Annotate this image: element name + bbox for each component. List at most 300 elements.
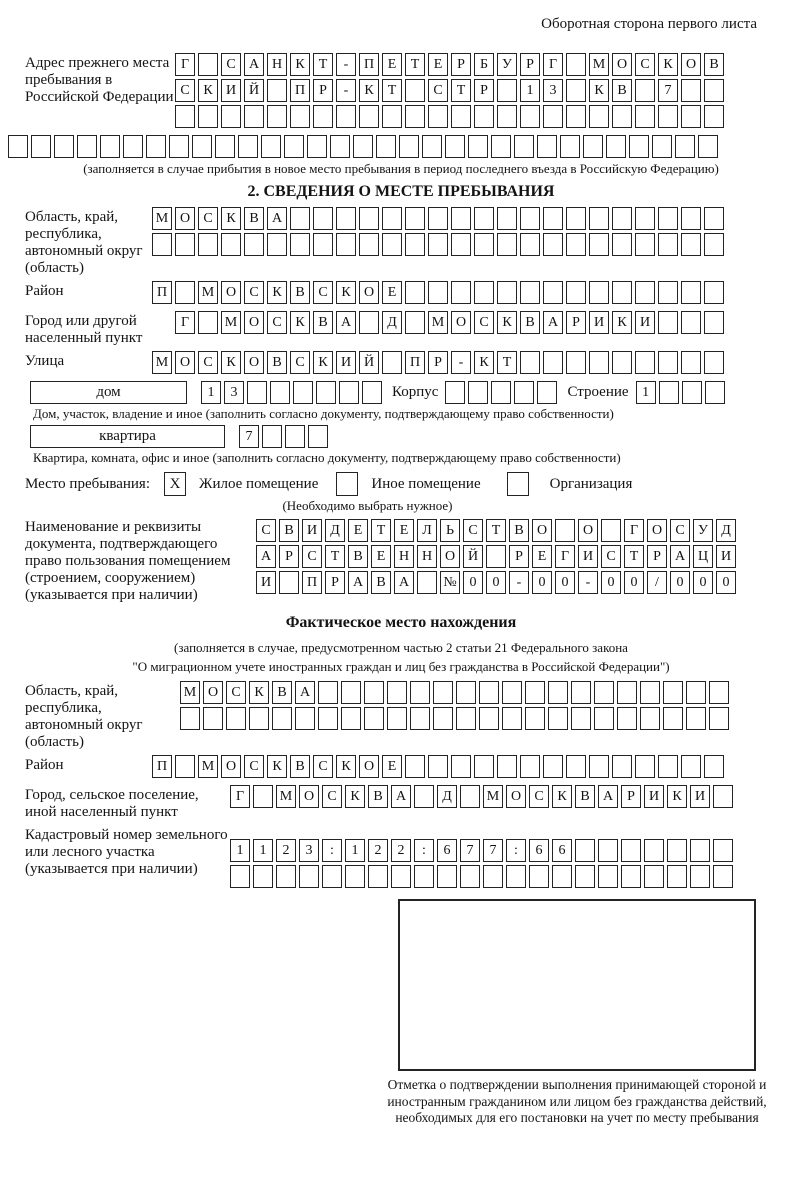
char-box[interactable]	[635, 105, 655, 128]
char-box[interactable]	[621, 865, 641, 888]
char-box[interactable]: 7	[483, 839, 503, 862]
char-box[interactable]: 2	[391, 839, 411, 862]
char-box[interactable]: 0	[693, 571, 713, 594]
checkbox-zhiloe[interactable]: X	[164, 472, 186, 496]
char-box[interactable]	[405, 311, 425, 334]
char-box[interactable]: Т	[313, 53, 333, 76]
char-box[interactable]	[652, 135, 672, 158]
char-box[interactable]	[226, 707, 246, 730]
char-box[interactable]: Р	[566, 311, 586, 334]
char-box[interactable]	[387, 681, 407, 704]
char-box[interactable]: Б	[474, 53, 494, 76]
char-box[interactable]: А	[348, 571, 368, 594]
char-box[interactable]	[341, 681, 361, 704]
char-box[interactable]	[308, 425, 328, 448]
char-box[interactable]: У	[497, 53, 517, 76]
char-box[interactable]	[497, 281, 517, 304]
char-box[interactable]: Н	[417, 545, 437, 568]
char-box[interactable]	[617, 681, 637, 704]
char-box[interactable]	[336, 105, 356, 128]
char-box[interactable]	[405, 207, 425, 230]
char-box[interactable]	[376, 135, 396, 158]
char-box[interactable]	[285, 425, 305, 448]
char-box[interactable]	[529, 865, 549, 888]
char-box[interactable]	[704, 105, 724, 128]
char-box[interactable]	[451, 207, 471, 230]
char-box[interactable]: 7	[658, 79, 678, 102]
char-box[interactable]	[543, 207, 563, 230]
char-box[interactable]	[635, 207, 655, 230]
char-box[interactable]	[635, 351, 655, 374]
char-box[interactable]	[451, 105, 471, 128]
char-box[interactable]	[486, 545, 506, 568]
char-box[interactable]	[169, 135, 189, 158]
char-box[interactable]	[313, 233, 333, 256]
char-box[interactable]	[612, 351, 632, 374]
char-box[interactable]	[437, 865, 457, 888]
char-box[interactable]	[152, 233, 172, 256]
char-box[interactable]	[566, 233, 586, 256]
char-box[interactable]: К	[267, 755, 287, 778]
char-box[interactable]: М	[428, 311, 448, 334]
char-box[interactable]: /	[647, 571, 667, 594]
kvartira-type-box[interactable]: квартира	[30, 425, 225, 448]
char-box[interactable]: С	[635, 53, 655, 76]
char-box[interactable]: И	[578, 545, 598, 568]
char-box[interactable]: 1	[230, 839, 250, 862]
char-box[interactable]: К	[221, 207, 241, 230]
char-box[interactable]	[451, 233, 471, 256]
char-box[interactable]	[428, 281, 448, 304]
char-box[interactable]	[359, 311, 379, 334]
char-box[interactable]: 0	[670, 571, 690, 594]
char-box[interactable]	[548, 707, 568, 730]
char-box[interactable]: Т	[451, 79, 471, 102]
char-box[interactable]	[405, 79, 425, 102]
char-box[interactable]	[497, 79, 517, 102]
char-box[interactable]: -	[509, 571, 529, 594]
char-box[interactable]: К	[658, 53, 678, 76]
char-box[interactable]: С	[267, 311, 287, 334]
char-box[interactable]	[658, 233, 678, 256]
char-box[interactable]	[417, 571, 437, 594]
char-box[interactable]	[543, 755, 563, 778]
char-box[interactable]: К	[336, 755, 356, 778]
char-box[interactable]	[198, 53, 218, 76]
char-box[interactable]	[667, 865, 687, 888]
char-box[interactable]	[405, 755, 425, 778]
char-box[interactable]	[589, 281, 609, 304]
char-box[interactable]	[198, 311, 218, 334]
char-box[interactable]	[658, 351, 678, 374]
char-box[interactable]: Н	[267, 53, 287, 76]
char-box[interactable]: 6	[529, 839, 549, 862]
char-box[interactable]: О	[681, 53, 701, 76]
char-box[interactable]: 0	[601, 571, 621, 594]
char-box[interactable]: К	[497, 311, 517, 334]
char-box[interactable]: М	[589, 53, 609, 76]
char-box[interactable]	[560, 135, 580, 158]
char-box[interactable]	[598, 839, 618, 862]
char-box[interactable]	[537, 135, 557, 158]
char-box[interactable]: В	[244, 207, 264, 230]
char-box[interactable]	[428, 207, 448, 230]
char-box[interactable]	[313, 207, 333, 230]
char-box[interactable]	[713, 785, 733, 808]
char-box[interactable]: О	[203, 681, 223, 704]
char-box[interactable]	[368, 865, 388, 888]
char-box[interactable]: Д	[437, 785, 457, 808]
char-box[interactable]: О	[506, 785, 526, 808]
char-box[interactable]	[428, 105, 448, 128]
char-box[interactable]: Е	[532, 545, 552, 568]
char-box[interactable]: А	[267, 207, 287, 230]
char-box[interactable]: 1	[520, 79, 540, 102]
char-box[interactable]: Т	[405, 53, 425, 76]
char-box[interactable]: М	[152, 351, 172, 374]
char-box[interactable]	[299, 865, 319, 888]
char-box[interactable]: :	[506, 839, 526, 862]
char-box[interactable]: Р	[451, 53, 471, 76]
char-box[interactable]: И	[336, 351, 356, 374]
char-box[interactable]	[555, 519, 575, 542]
char-box[interactable]	[548, 681, 568, 704]
char-box[interactable]: С	[529, 785, 549, 808]
char-box[interactable]	[410, 707, 430, 730]
char-box[interactable]: 1	[345, 839, 365, 862]
char-box[interactable]: Е	[394, 519, 414, 542]
char-box[interactable]	[290, 233, 310, 256]
char-box[interactable]	[681, 105, 701, 128]
char-box[interactable]	[238, 135, 258, 158]
char-box[interactable]	[316, 381, 336, 404]
char-box[interactable]	[612, 281, 632, 304]
char-box[interactable]	[433, 681, 453, 704]
char-box[interactable]	[497, 233, 517, 256]
char-box[interactable]: О	[244, 351, 264, 374]
char-box[interactable]	[705, 381, 725, 404]
char-box[interactable]	[497, 207, 517, 230]
char-box[interactable]: К	[290, 53, 310, 76]
char-box[interactable]: Т	[382, 79, 402, 102]
char-box[interactable]: П	[405, 351, 425, 374]
char-box[interactable]: С	[226, 681, 246, 704]
char-box[interactable]	[428, 233, 448, 256]
char-box[interactable]: О	[221, 281, 241, 304]
char-box[interactable]	[497, 755, 517, 778]
char-box[interactable]: С	[313, 755, 333, 778]
char-box[interactable]	[629, 135, 649, 158]
char-box[interactable]	[681, 233, 701, 256]
char-box[interactable]: П	[359, 53, 379, 76]
char-box[interactable]	[31, 135, 51, 158]
char-box[interactable]: Е	[382, 755, 402, 778]
char-box[interactable]: И	[716, 545, 736, 568]
char-box[interactable]: Т	[624, 545, 644, 568]
char-box[interactable]: Т	[486, 519, 506, 542]
char-box[interactable]	[247, 381, 267, 404]
char-box[interactable]	[658, 105, 678, 128]
char-box[interactable]: С	[601, 545, 621, 568]
char-box[interactable]: О	[359, 281, 379, 304]
char-box[interactable]: Е	[382, 281, 402, 304]
char-box[interactable]	[621, 839, 641, 862]
char-box[interactable]: О	[451, 311, 471, 334]
char-box[interactable]	[405, 281, 425, 304]
char-box[interactable]: О	[299, 785, 319, 808]
char-box[interactable]	[675, 135, 695, 158]
char-box[interactable]: К	[313, 351, 333, 374]
char-box[interactable]: И	[302, 519, 322, 542]
char-box[interactable]	[543, 281, 563, 304]
char-box[interactable]	[77, 135, 97, 158]
char-box[interactable]: К	[198, 79, 218, 102]
char-box[interactable]: О	[647, 519, 667, 542]
char-box[interactable]: М	[152, 207, 172, 230]
char-box[interactable]: С	[290, 351, 310, 374]
char-box[interactable]	[456, 707, 476, 730]
char-box[interactable]: О	[578, 519, 598, 542]
char-box[interactable]	[474, 105, 494, 128]
char-box[interactable]: -	[336, 79, 356, 102]
char-box[interactable]: С	[474, 311, 494, 334]
char-box[interactable]: В	[348, 545, 368, 568]
char-box[interactable]	[681, 207, 701, 230]
char-box[interactable]	[253, 865, 273, 888]
char-box[interactable]	[399, 135, 419, 158]
char-box[interactable]: К	[267, 281, 287, 304]
char-box[interactable]	[497, 105, 517, 128]
char-box[interactable]	[180, 707, 200, 730]
char-box[interactable]: 0	[716, 571, 736, 594]
char-box[interactable]	[279, 571, 299, 594]
char-box[interactable]: -	[578, 571, 598, 594]
char-box[interactable]	[681, 281, 701, 304]
checkbox-inoe[interactable]	[336, 472, 358, 496]
char-box[interactable]	[566, 105, 586, 128]
char-box[interactable]: И	[221, 79, 241, 102]
char-box[interactable]	[681, 311, 701, 334]
char-box[interactable]: К	[667, 785, 687, 808]
char-box[interactable]: С	[463, 519, 483, 542]
char-box[interactable]: О	[244, 311, 264, 334]
char-box[interactable]: В	[509, 519, 529, 542]
char-box[interactable]: С	[670, 519, 690, 542]
char-box[interactable]: И	[256, 571, 276, 594]
char-box[interactable]: И	[589, 311, 609, 334]
char-box[interactable]	[175, 755, 195, 778]
char-box[interactable]	[175, 233, 195, 256]
char-box[interactable]	[635, 233, 655, 256]
char-box[interactable]	[713, 839, 733, 862]
char-box[interactable]	[267, 233, 287, 256]
char-box[interactable]	[382, 207, 402, 230]
char-box[interactable]: Г	[175, 311, 195, 334]
char-box[interactable]	[598, 865, 618, 888]
char-box[interactable]	[146, 135, 166, 158]
char-box[interactable]	[203, 707, 223, 730]
char-box[interactable]	[658, 207, 678, 230]
char-box[interactable]	[690, 865, 710, 888]
char-box[interactable]	[262, 425, 282, 448]
char-box[interactable]: С	[244, 281, 264, 304]
char-box[interactable]	[681, 755, 701, 778]
char-box[interactable]	[704, 233, 724, 256]
char-box[interactable]	[290, 105, 310, 128]
char-box[interactable]	[543, 233, 563, 256]
char-box[interactable]	[571, 681, 591, 704]
char-box[interactable]: С	[322, 785, 342, 808]
char-box[interactable]	[520, 351, 540, 374]
char-box[interactable]: Д	[716, 519, 736, 542]
char-box[interactable]: Г	[543, 53, 563, 76]
char-box[interactable]	[410, 681, 430, 704]
char-box[interactable]: К	[474, 351, 494, 374]
char-box[interactable]: Г	[555, 545, 575, 568]
char-box[interactable]: М	[180, 681, 200, 704]
char-box[interactable]: 0	[532, 571, 552, 594]
char-box[interactable]	[479, 681, 499, 704]
char-box[interactable]	[336, 233, 356, 256]
char-box[interactable]: №	[440, 571, 460, 594]
char-box[interactable]	[382, 351, 402, 374]
char-box[interactable]	[704, 207, 724, 230]
char-box[interactable]: 6	[437, 839, 457, 862]
char-box[interactable]	[175, 105, 195, 128]
char-box[interactable]: К	[221, 351, 241, 374]
char-box[interactable]: В	[290, 281, 310, 304]
char-box[interactable]	[451, 755, 471, 778]
char-box[interactable]	[525, 681, 545, 704]
char-box[interactable]: В	[279, 519, 299, 542]
char-box[interactable]: У	[693, 519, 713, 542]
char-box[interactable]: О	[221, 755, 241, 778]
char-box[interactable]	[414, 865, 434, 888]
char-box[interactable]	[362, 381, 382, 404]
char-box[interactable]: С	[221, 53, 241, 76]
char-box[interactable]: Й	[463, 545, 483, 568]
char-box[interactable]: Р	[325, 571, 345, 594]
char-box[interactable]	[100, 135, 120, 158]
char-box[interactable]: А	[391, 785, 411, 808]
char-box[interactable]	[709, 707, 729, 730]
char-box[interactable]	[583, 135, 603, 158]
char-box[interactable]: 1	[636, 381, 656, 404]
char-box[interactable]	[491, 135, 511, 158]
char-box[interactable]: М	[198, 281, 218, 304]
char-box[interactable]	[594, 707, 614, 730]
char-box[interactable]: К	[249, 681, 269, 704]
char-box[interactable]	[267, 79, 287, 102]
char-box[interactable]	[640, 707, 660, 730]
char-box[interactable]: С	[428, 79, 448, 102]
char-box[interactable]: В	[272, 681, 292, 704]
char-box[interactable]	[318, 707, 338, 730]
char-box[interactable]	[612, 207, 632, 230]
char-box[interactable]: Р	[621, 785, 641, 808]
char-box[interactable]: Е	[382, 53, 402, 76]
char-box[interactable]: К	[612, 311, 632, 334]
char-box[interactable]	[704, 281, 724, 304]
char-box[interactable]	[479, 707, 499, 730]
char-box[interactable]	[566, 79, 586, 102]
char-box[interactable]	[387, 707, 407, 730]
char-box[interactable]: Л	[417, 519, 437, 542]
char-box[interactable]	[552, 865, 572, 888]
char-box[interactable]	[566, 351, 586, 374]
char-box[interactable]	[681, 79, 701, 102]
char-box[interactable]: Р	[474, 79, 494, 102]
char-box[interactable]: Н	[394, 545, 414, 568]
char-box[interactable]	[704, 311, 724, 334]
char-box[interactable]	[635, 79, 655, 102]
char-box[interactable]: Р	[520, 53, 540, 76]
char-box[interactable]	[658, 281, 678, 304]
char-box[interactable]	[698, 135, 718, 158]
char-box[interactable]: 3	[299, 839, 319, 862]
char-box[interactable]	[658, 311, 678, 334]
char-box[interactable]	[382, 105, 402, 128]
char-box[interactable]: М	[276, 785, 296, 808]
char-box[interactable]	[276, 865, 296, 888]
char-box[interactable]	[364, 681, 384, 704]
char-box[interactable]	[606, 135, 626, 158]
char-box[interactable]	[612, 233, 632, 256]
char-box[interactable]	[644, 865, 664, 888]
char-box[interactable]: 1	[253, 839, 273, 862]
char-box[interactable]	[704, 755, 724, 778]
char-box[interactable]: П	[290, 79, 310, 102]
char-box[interactable]: В	[520, 311, 540, 334]
char-box[interactable]	[491, 381, 511, 404]
char-box[interactable]: В	[575, 785, 595, 808]
char-box[interactable]	[198, 233, 218, 256]
char-box[interactable]: С	[256, 519, 276, 542]
char-box[interactable]	[460, 865, 480, 888]
char-box[interactable]: Ь	[440, 519, 460, 542]
char-box[interactable]: В	[612, 79, 632, 102]
char-box[interactable]	[514, 381, 534, 404]
char-box[interactable]: С	[302, 545, 322, 568]
char-box[interactable]: О	[532, 519, 552, 542]
char-box[interactable]	[330, 135, 350, 158]
char-box[interactable]	[422, 135, 442, 158]
char-box[interactable]: А	[244, 53, 264, 76]
char-box[interactable]: О	[440, 545, 460, 568]
char-box[interactable]	[54, 135, 74, 158]
char-box[interactable]	[451, 281, 471, 304]
char-box[interactable]	[659, 381, 679, 404]
char-box[interactable]: В	[368, 785, 388, 808]
char-box[interactable]	[474, 233, 494, 256]
char-box[interactable]	[483, 865, 503, 888]
char-box[interactable]	[382, 233, 402, 256]
char-box[interactable]: 2	[368, 839, 388, 862]
char-box[interactable]	[589, 755, 609, 778]
char-box[interactable]: 1	[201, 381, 221, 404]
char-box[interactable]	[566, 755, 586, 778]
char-box[interactable]	[474, 755, 494, 778]
char-box[interactable]	[612, 105, 632, 128]
char-box[interactable]: 7	[239, 425, 259, 448]
char-box[interactable]	[566, 281, 586, 304]
char-box[interactable]: С	[198, 207, 218, 230]
char-box[interactable]: 3	[224, 381, 244, 404]
char-box[interactable]: К	[552, 785, 572, 808]
char-box[interactable]	[713, 865, 733, 888]
char-box[interactable]	[514, 135, 534, 158]
char-box[interactable]	[414, 785, 434, 808]
